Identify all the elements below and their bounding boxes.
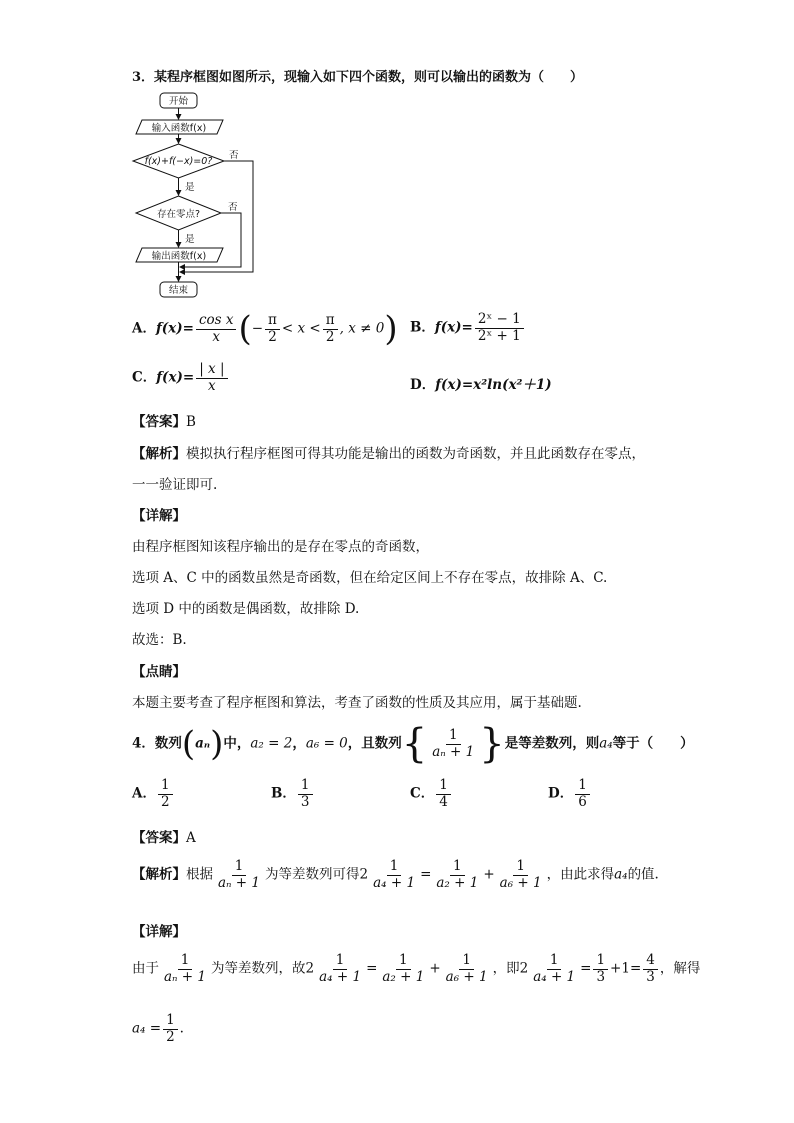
q3-option-d: D．f(x)=x²ln(x²＋1) (410, 377, 552, 393)
flow-output-label: 输出函数f(x) (151, 251, 207, 262)
q3-answer: 【答案】B (132, 414, 196, 430)
q3-detail-line3: 选项 D 中的函数是偶函数，故排除 D. (132, 601, 360, 617)
q3-detail-line1: 由程序框图知该程序输出的是存在零点的奇函数， (132, 539, 429, 555)
q4-detail-final: a₄ = $\frac{1}{2}$ . (132, 1012, 184, 1045)
q4-option-b: B． $\frac{1}{3}$ (271, 778, 315, 810)
flow-yes2-label: 是 (185, 234, 195, 245)
q3-option-a: A．f(x)= $\frac{\text{cos x}}{x}$ (− $\frac{\pi}{2}$ < x < $\frac{\pi}{2}$ , x ≠ 0) (132, 309, 398, 349)
flow-no1-label: 否 (229, 150, 239, 161)
flow-yes1-label: 是 (185, 182, 195, 193)
q3-detail-line4: 故选：B. (132, 632, 187, 648)
q4-analysis: 【解析】根据 $\frac{1}{\text{aₙ + 1}}$ 为等差数列可得2 $\frac{1}{\text{a₄ + 1}}$ = $\frac{1}{\text{a₂ + 1}}$ + $\frac{1}{\text{a₆ + 1}}$ ，由此求得a₄的值. (132, 858, 659, 891)
flow-no2-label: 否 (228, 202, 238, 213)
q3-analysis-line1: 【解析】模拟执行程序框图可得其功能是输出的函数为奇函数，并且此函数存在零点， (132, 446, 645, 462)
q4-stem: 4．数列(aₙ)中，a₂ = 2，a₆ = 0，且数列{ $\frac{1}{\text{aₙ + 1}}$ }是等差数列，则a₄等于（ ） (132, 721, 694, 767)
flow-input-label: 输入函数f(x) (151, 123, 207, 134)
flow-start-label: 开始 (168, 96, 189, 107)
q4-option-d: D． $\frac{1}{6}$ (548, 778, 592, 810)
q4-option-c: C． $\frac{1}{4}$ (410, 778, 453, 810)
flow-cond2-label: 存在零点? (156, 209, 201, 220)
q3-option-b: B．f(x)= $\frac{\text{2ˣ − 1}}{\text{2ˣ + 1}}$ (410, 312, 526, 344)
q3-option-c: C．f(x)= $\frac{| x |}{x}$ (132, 362, 230, 394)
flow-end-label: 结束 (168, 285, 189, 296)
q3-comment-tag: 【点睛】 (132, 664, 186, 680)
q4-detail-tag: 【详解】 (132, 924, 186, 940)
q4-answer: 【答案】A (132, 830, 196, 846)
q3-detail-line2: 选项 A、C 中的函数虽然是奇函数，但在给定区间上不存在零点，故排除 A、C. (132, 570, 608, 586)
q3-analysis-line2: 一一验证即可. (132, 477, 218, 493)
flowchart (128, 88, 268, 300)
q3-comment: 本题主要考查了程序框图和算法，考查了函数的性质及其应用，属于基础题. (132, 695, 582, 711)
flow-cond1-label: f(x)+f(−x)=0? (144, 156, 213, 167)
q3-detail-tag: 【详解】 (132, 508, 186, 524)
q4-option-a: A． $\frac{1}{2}$ (132, 778, 175, 810)
q4-detail-line1: 由于 $\frac{1}{\text{aₙ + 1}}$ 为等差数列，故2 $\frac{1}{\text{a₄ + 1}}$ = $\frac{1}{\text{a₂ + 1}}$ + $\frac{1}{\text{a₆ + 1}}$ ，即2 $\frac{1}{\text{a₄ + 1}}$ = $\frac{1}{3}$ +1= $\frac{4}{3}$ ，解得 (132, 952, 701, 985)
q3-stem: 3．某程序框图如图所示，现输入如下四个函数，则可以输出的函数为（ ） (132, 70, 584, 85)
